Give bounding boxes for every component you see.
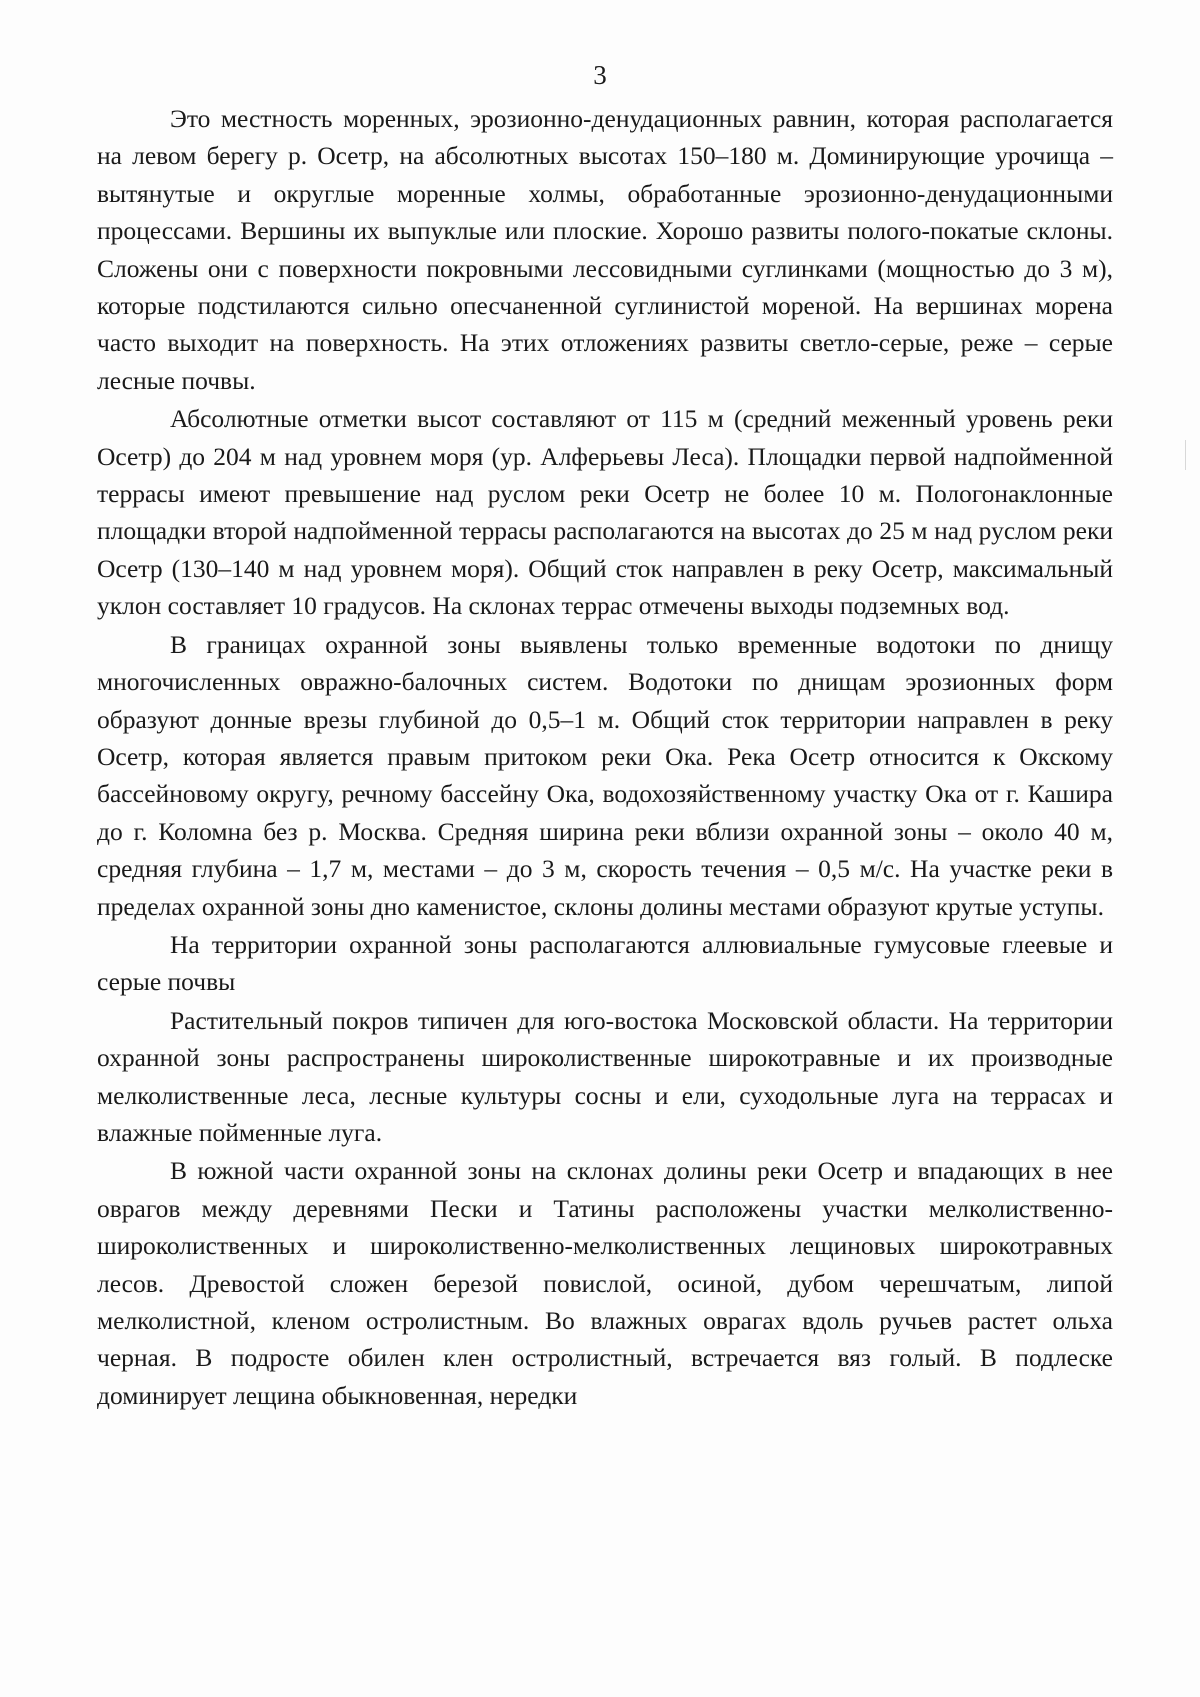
paragraph-elevation-marks: Абсолютные отметки высот составляют от 115 м (средний меженный уровень реки Осетр) до 204 м над уровнем моря (ур. Алферьевы Леса). Площадки первой надпойменной террасы имеют превышение над руслом реки Осетр не более 10 м. Пологонаклонные площадки второй надпойменной террасы располагаются на высотах до 25 м над руслом реки Осетр (130–140 м над уровнем моря). Общий сток направлен в реку Осетр, максимальный уклон составляет 10 градусов. На склонах террас отмечены выходы подземных вод. bbox=[97, 404, 1113, 621]
paragraph-moraine-plains: Это местность моренных, эрозионно-денудационных равнин, которая располагается на левом берегу р. Осетр, на абсолютных высотах 150–180 м. Доминирующие урочища – вытянутые и округлые моренные холмы, обработанные эрозионно-денудационными процессами. Вершины их выпуклые или плоские. Хорошо развиты полого-покатые склоны. Сложены они с поверхности покровными лессовидными суглинками (мощностью до 3 м), которые подстилаются сильно опесчаненной суглинистой мореной. На вершинах морена часто выходит на поверхность. На этих отложениях развиты светло-серые, реже – серые лесные почвы. bbox=[97, 104, 1113, 395]
paragraph-southern-forests: В южной части охранной зоны на склонах долины реки Осетр и впадающих в нее оврагов между деревнями Пески и Татины расположены участки мелколиственно-широколиственных и широколиственно-мелколиственных лещиновых широкотравных лесов. Древостой сложен березой повислой, осиной, дубом черешчатым, липой мелколистной, кленом остролистным. Во влажных оврагах вдоль ручьев растет ольха черная. В подросте обилен клен остролистный, встречается вяз голый. В подлеске доминирует лещина обыкновенная, нередки bbox=[97, 1156, 1113, 1410]
paragraph-soils: На территории охранной зоны располагаются аллювиальные гумусовые глеевые и серые почвы bbox=[97, 929, 1113, 997]
scan-artifact bbox=[1185, 440, 1186, 470]
document-body bbox=[97, 100, 1113, 1414]
paragraph-watercourses: В границах охранной зоны выявлены только временные водотоки по днищу многочисленных овражно-балочных систем. Водотоки по днищам эрозионных форм образуют донные врезы глубиной до 0,5–1 м. Общий сток территории направлен в реку Осетр, которая является правым притоком реки Ока. Река Осетр относится к Окскому бассейновому округу, речному бассейну Ока, водохозяйственному участку Ока от г. Кашира до г. Коломна без р. Москва. Средняя ширина реки вблизи охранной зоны – около 40 м, средняя глубина – 1,7 м, местами – до 3 м, скорость течения – 0,5 м/с. На участке реки в пределах охранной зоны дно каменистое, склоны долины местами образуют крутые уступы. bbox=[97, 629, 1113, 921]
page-number: 3 bbox=[593, 60, 607, 90]
paragraph-vegetation: Растительный покров типичен для юго-востока Московской области. На территории охранной зоны распространены широколиственные широкотравные и их производные мелколиственные леса, лесные культуры сосны и ели, суходольные луга на террасах и влажные пойменные луга. bbox=[97, 1005, 1113, 1147]
